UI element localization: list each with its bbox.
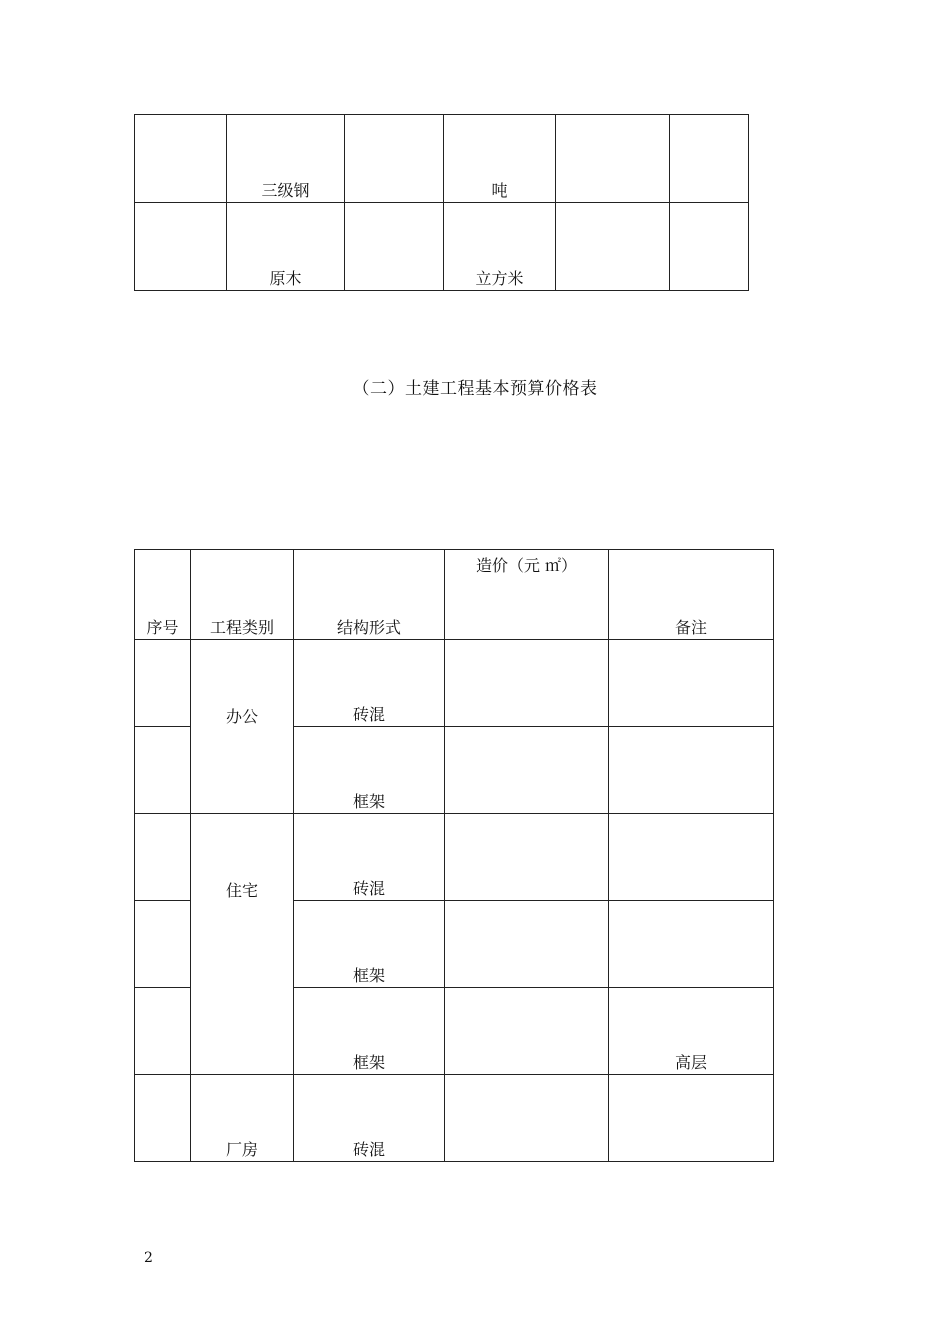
table-cell [135,115,227,203]
remark-cell: 高层 [609,988,774,1075]
structure-cell: 砖混 [294,640,445,727]
table-cell [670,115,749,203]
cost-cell [445,727,609,814]
table-cell [556,115,670,203]
cost-cell [445,1075,609,1162]
structure-cell: 砖混 [294,1075,445,1162]
materials-table [134,114,749,291]
table-row [135,814,774,901]
category-cell: 住宅 [191,814,294,1075]
remark-cell [609,1075,774,1162]
table-cell [670,203,749,291]
remark-cell [609,727,774,814]
header-structure: 结构形式 [294,550,445,640]
seq-cell [135,1075,191,1162]
unit-cell: 吨 [444,115,556,203]
material-name-cell: 三级钢 [227,115,345,203]
seq-cell [135,988,191,1075]
header-cost: 造价（元 ㎡） [445,550,609,640]
structure-cell: 砖混 [294,814,445,901]
table-header-row [135,550,774,640]
cost-cell [445,814,609,901]
seq-cell [135,727,191,814]
table-row [135,203,749,291]
table-row [135,115,749,203]
remark-cell [609,814,774,901]
table-cell [556,203,670,291]
price-table [134,549,774,1162]
cost-cell [445,988,609,1075]
category-cell: 办公 [191,640,294,814]
seq-cell [135,901,191,988]
seq-cell [135,814,191,901]
seq-cell [135,640,191,727]
category-cell: 厂房 [191,1075,294,1162]
material-name-cell: 原木 [227,203,345,291]
table-cell [345,203,444,291]
cost-cell [445,901,609,988]
cost-cell [445,640,609,727]
structure-cell: 框架 [294,901,445,988]
table-cell [345,115,444,203]
page-number: 2 [144,1250,153,1266]
structure-cell: 框架 [294,727,445,814]
remark-cell [609,640,774,727]
header-category: 工程类别 [191,550,294,640]
header-remark: 备注 [609,550,774,640]
structure-cell: 框架 [294,988,445,1075]
unit-cell: 立方米 [444,203,556,291]
section-title: （二）土建工程基本预算价格表 [352,379,598,399]
table-row [135,640,774,727]
header-seq: 序号 [135,550,191,640]
table-row [135,1075,774,1162]
remark-cell [609,901,774,988]
table-cell [135,203,227,291]
